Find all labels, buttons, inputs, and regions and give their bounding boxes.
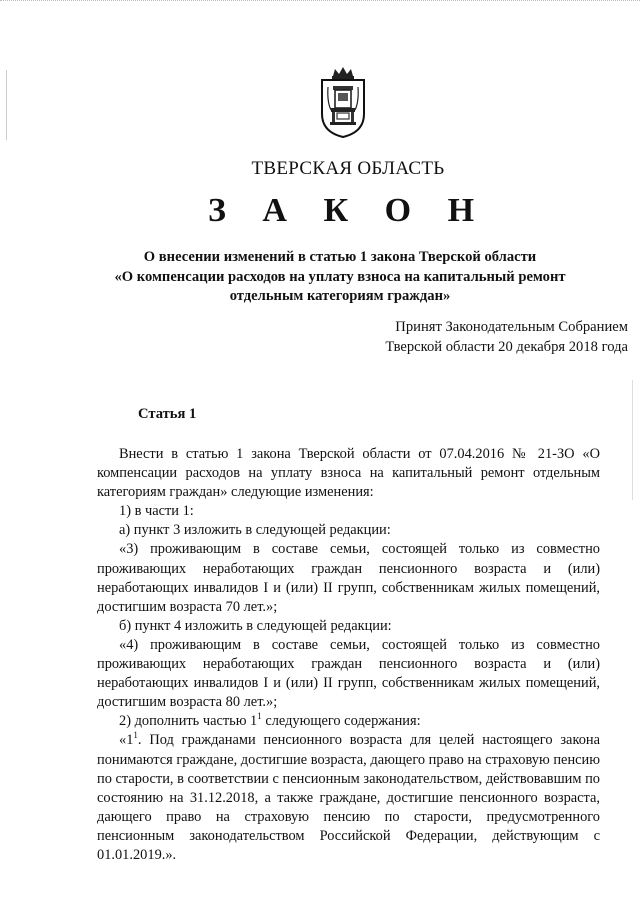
scan-edge-top — [0, 0, 640, 9]
quote-superscript: 1 — [133, 730, 138, 741]
scan-edge-right — [632, 380, 633, 500]
item2-prefix: 2) дополнить частью 1 — [119, 713, 258, 730]
law-title-line: О внесении изменений в статью 1 закона Тверской области — [143, 249, 537, 265]
law-title-line: отдельным категориям граждан» — [229, 288, 451, 304]
quote-prefix: «1 — [119, 732, 134, 749]
adoption-line: Принят Законодательным Собранием — [395, 319, 628, 335]
region-name: ТВЕРСКАЯ ОБЛАСТЬ — [251, 158, 445, 179]
paragraph-quote — [97, 731, 600, 865]
paragraph: а) пункт 3 изложить в следующей редакции: — [119, 522, 391, 539]
article-heading: Статья 1 — [138, 406, 197, 422]
article-body — [97, 445, 600, 865]
item2-superscript: 1 — [257, 711, 262, 722]
tver-coat-of-arms-icon — [319, 66, 367, 138]
paragraph-item-2 — [97, 712, 600, 731]
law-title — [40, 248, 640, 307]
adoption-line: Тверской области 20 декабря 2018 года — [385, 338, 628, 355]
law-title-line: «О компенсации расходов на уплату взноса на капитальный ремонт — [114, 268, 566, 285]
document-type: З А К О Н — [207, 192, 489, 229]
item2-suffix: следующего содержания: — [261, 713, 421, 730]
paragraph: «4) проживающим в составе семьи, состоящей только из совместно проживающих неработающих граждан пенсионного возраста и (или) неработающих инвалидов I и (или) II групп, собственникам жилых помещений, достигшим возраста 80 лет.»; — [97, 636, 600, 711]
paragraph: 1) в части 1: — [119, 503, 194, 520]
quote-text: . Под гражданами пенсионного возраста для целей настоящего закона понимаются граждане, достигшие возраста, дающего право на страховую пенсию по старости, в соответствии с пенсионным законодательством, действовавшим по состоянию на 31.12.2018, а также граждане, достигшие пенсионного возраста, дающего право на страховую пенсию по старости, предусмотренного пенсионным законодательством Российской Федерации, действующим с 01.01.2019.». — [97, 732, 600, 863]
scan-edge-left — [6, 70, 7, 140]
paragraph: «3) проживающим в составе семьи, состоящей только из совместно проживающих неработающих граждан пенсионного возраста и (или) неработающих инвалидов I и (или) II групп, собственникам жилых помещений, достигшим возраста 70 лет.»; — [97, 541, 600, 615]
paragraph: Внести в статью 1 закона Тверской области от 07.04.2016 № 21-ЗО «О компенсации расходов на уплату взноса на капитальный ремонт отдельным категориям граждан» следующие изменения: — [97, 446, 600, 501]
paragraph: б) пункт 4 изложить в следующей редакции: — [119, 617, 392, 634]
adoption-note — [385, 318, 628, 357]
